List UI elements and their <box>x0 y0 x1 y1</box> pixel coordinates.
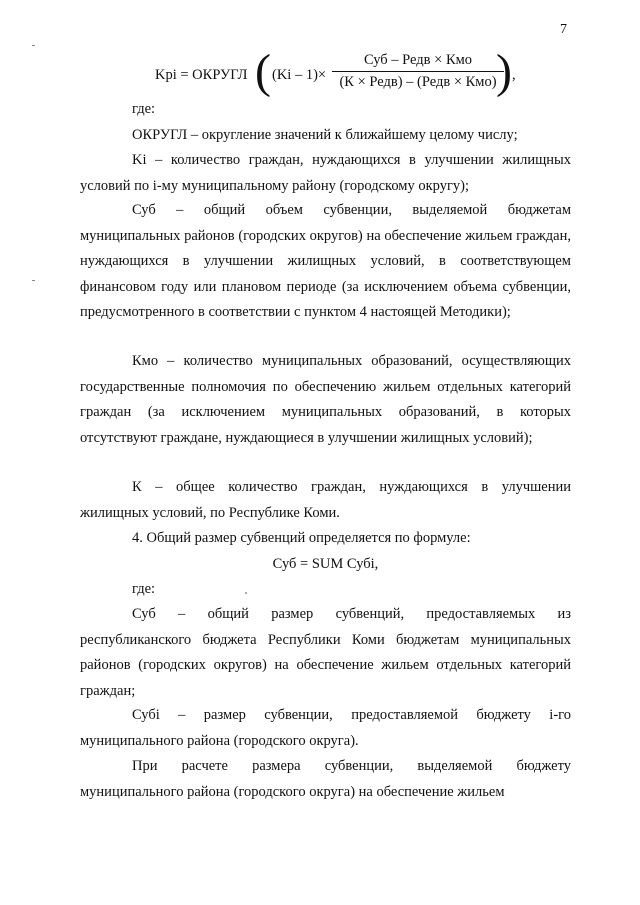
paragraph-ki: Ki – количество граждан, нуждающихся в улучшении жилищных условий по i-му муниципальному району (городскому округу); <box>80 152 571 194</box>
formula-trailing-comma: , <box>512 67 516 83</box>
formula-lhs: Kpi = ОКРУГЛ <box>155 67 248 83</box>
paragraph-subi: Субi – размер субвенции, предоставляемой бюджету i-го муниципального района (городского округа). <box>80 707 571 749</box>
formula-sum: Суб = SUM Субi, <box>272 556 379 572</box>
paragraph-kmo: Кмо – количество муниципальных образований, осуществляющих государственные полномочия по обеспечению жильем отдельных категорий граждан (за исключением муниципальных образований, в которых отсутствуют граждане, нуждающиеся в улучшении жилищных условий); <box>80 353 571 446</box>
scan-margin-mark <box>32 280 35 281</box>
paragraph-calculation: При расчете размера субвенции, выделяемой бюджету муниципального района (городского округа) на обеспечение жильем <box>80 758 571 800</box>
paragraph-where-2: где: <box>132 581 156 597</box>
scan-dot-mark <box>245 592 247 594</box>
left-parenthesis: ( <box>255 45 271 98</box>
formula-denominator: (К × Редв) – (Редв × Кмо) <box>339 74 497 90</box>
formula-numerator: Суб – Редв × Кмо <box>332 52 504 72</box>
formula-fraction <box>332 52 504 91</box>
right-parenthesis: ) <box>496 45 512 98</box>
formula-ki-term: (Ki – 1)× <box>272 67 327 83</box>
paragraph-item-4: 4. Общий размер субвенций определяется по формуле: <box>132 530 471 546</box>
paragraph-k: К – общее количество граждан, нуждающихся в улучшении жилищных условий, по Республике Коми. <box>80 479 571 521</box>
page-number: 7 <box>560 22 567 37</box>
paragraph-okrugl: ОКРУГЛ – округление значений к ближайшему целому числу; <box>132 127 518 143</box>
scan-margin-mark <box>32 45 35 46</box>
paragraph-sub-total: Суб – общий размер субвенций, предоставляемых из республиканского бюджета Республики Коми бюджетам муниципальных районов (городских округов) на обеспечение жильем отдельных категорий граждан; <box>80 606 571 699</box>
formula-kpi <box>155 45 516 102</box>
paragraph-sub: Суб – общий объем субвенции, выделяемой бюджетам муниципальных районов (городских округов) на обеспечение жильем граждан, нуждающихся в улучшении жилищных условий, в соответствующем финансовом году или плановом периоде (за исключением объема субвенции, предусмотренного в соответствии с пунктом 4 настоящей Методики); <box>80 202 571 320</box>
paragraph-where-1: где: <box>132 101 156 117</box>
